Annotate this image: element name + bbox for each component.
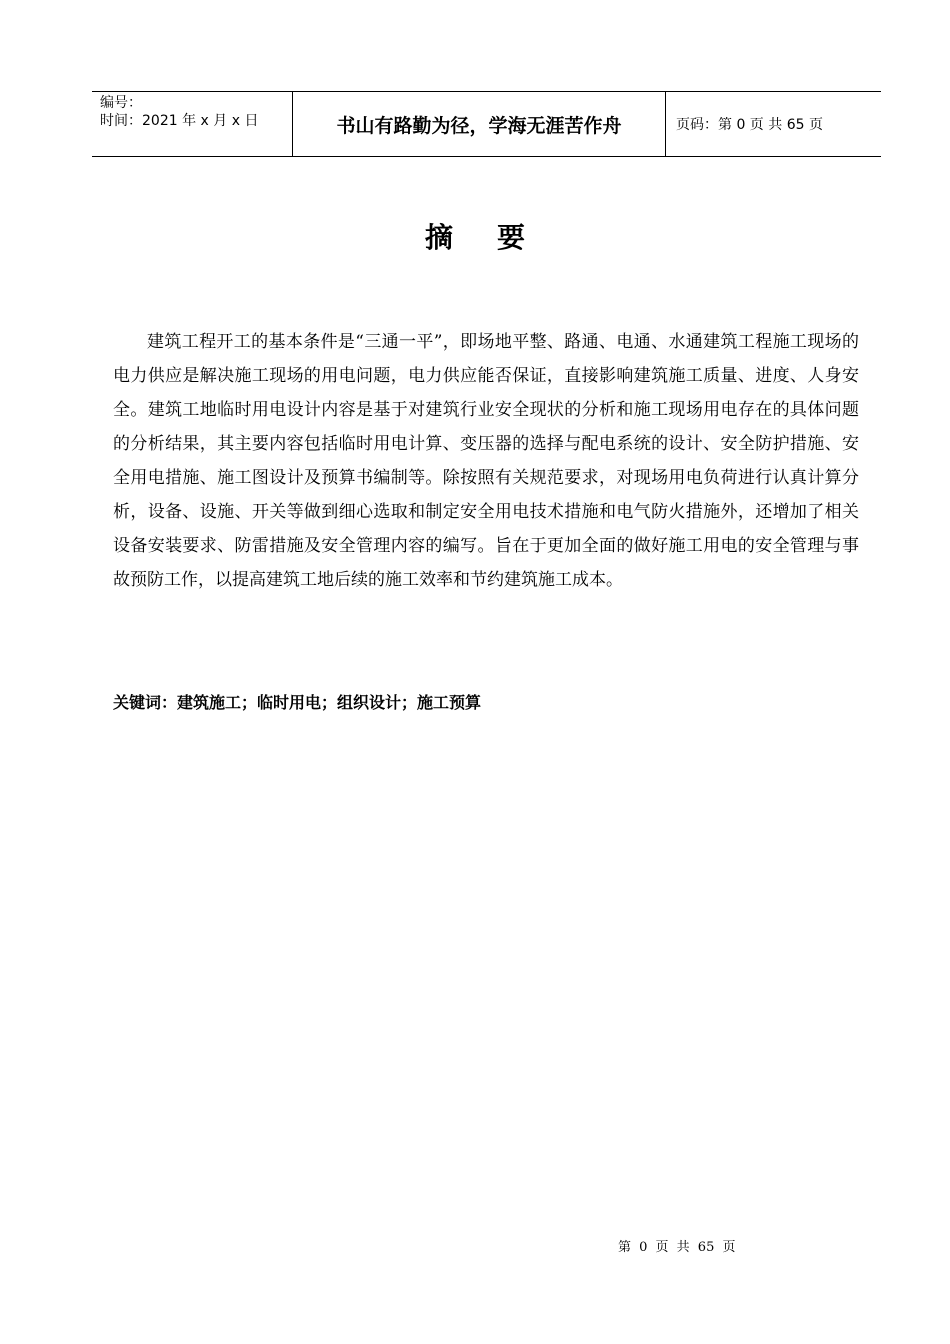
header-page-cell [666,92,881,156]
header-motto-cell [293,92,666,156]
document-time: 时间：2021 年 x 月 x 日 [100,113,259,129]
abstract-paragraph: 建筑工程开工的基本条件是“三通一平”，即场地平整、路通、电通、水通建筑工程施工现场的电力供应是解决施工现场的用电问题，电力供应能否保证，直接影响建筑施工质量、进度、人身安全。建筑工地临时用电设计内容是基于对建筑行业安全现状的分析和施工现场用电存在的具体问题的分析结果，其主要内容包括临时用电计算、变压器的选择与配电系统的设计、安全防护措施、安全用电措施、施工图设计及预算书编制等。除按照有关规范要求，对现场用电负荷进行认真计算分析，设备、设施、开关等做到细心选取和制定安全用电技术措施和电气防火措施外，还增加了相关设备安装要求、防雷措施及安全管理内容的编写。旨在于更加全面的做好施工用电的安全管理与事故预防工作，以提高建筑工地后续的施工效率和节约建筑施工成本。 [113,332,859,590]
document-number-label: 编号： [100,95,142,111]
header-page-info: 页码：第 0 页 共 65 页 [676,117,823,133]
page-title: 摘要 [424,221,569,254]
header-meta-cell [92,92,293,156]
header-motto: 书山有路勤为径，学海无涯苦作舟 [336,114,622,137]
page-footer: 第 0 页 共 65 页 [618,1240,736,1255]
keywords-line: 关键词：建筑施工；临时用电；组织设计；施工预算 [113,693,482,712]
header-table [92,91,881,157]
